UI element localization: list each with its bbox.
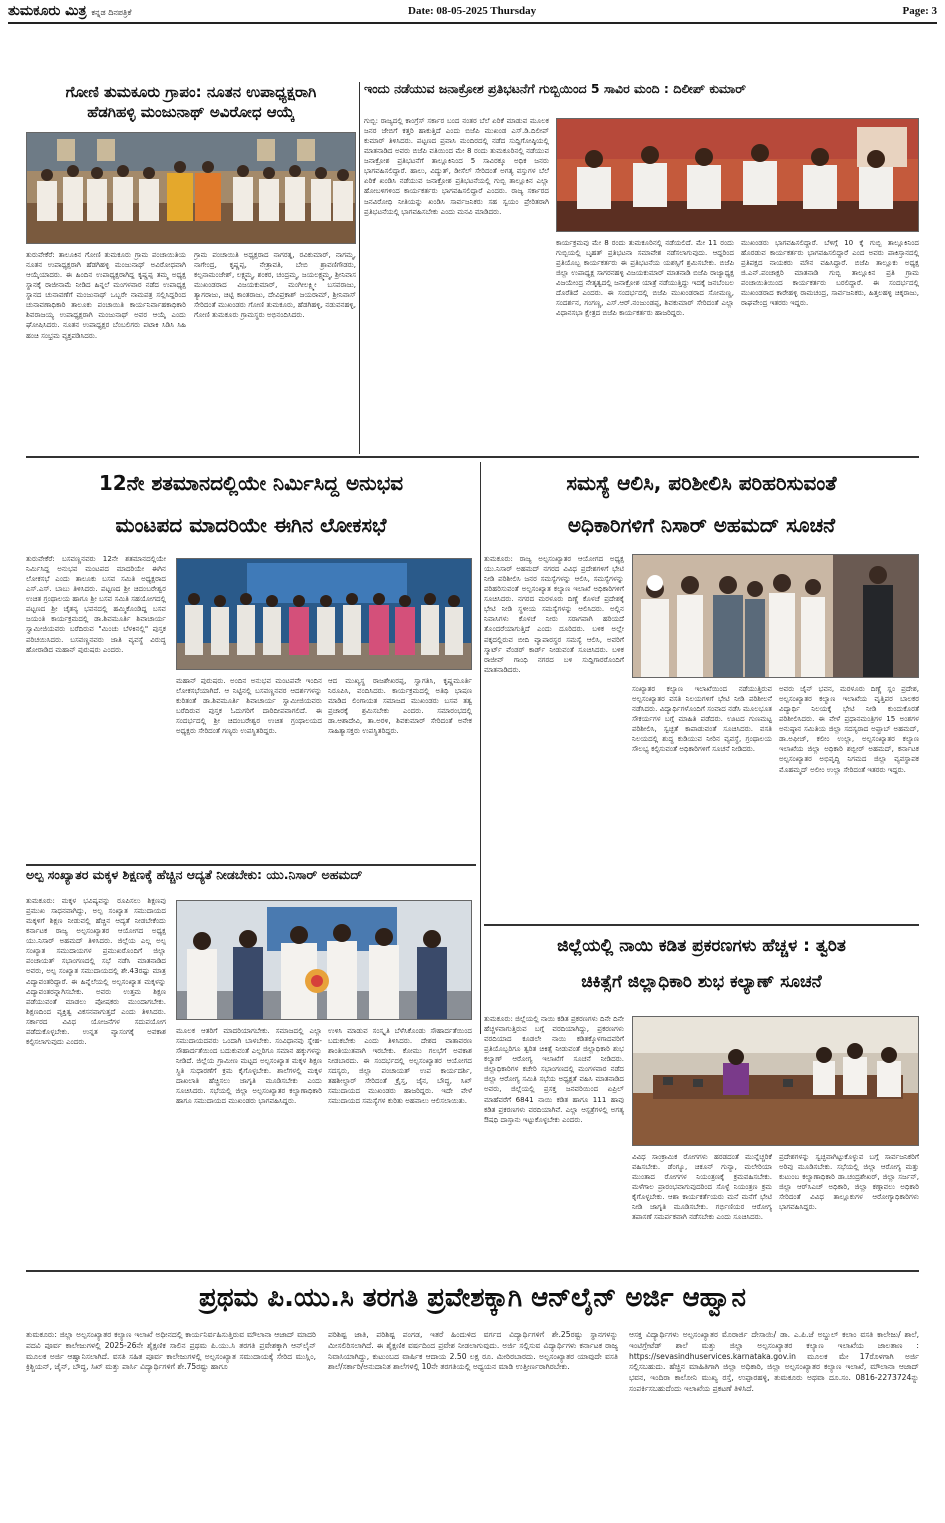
felicitation-photo xyxy=(176,900,472,1020)
article-body-col-1: ತುರುವೇಕೆರೆ: ಬಸವಣ್ಣನವರು 12ನೇ ಶತಮಾನದಲ್ಲಿಯೇ ನಿರ್ಮಿಸಿದ್ದ ಅನುಭವ ಮಂಟಪದ ಮಾದರಿಯೇ ಈಗಿನ ಲೋಕಸಭೆ ಎಂದು ತಾಲೂಕು ಬಸವ ಸಮಿತಿ ಅಧ್ಯಕ್ಷರಾದ ಎಸ್.ಎಸ್. ಬಾಬು ತಿಳಿಸಿದರು. ಪಟ್ಟಣದ ಶ್ರೀ ಚಿದಂಬರೇಶ್ವರ ಉಚಿತ ಗ್ರಂಥಾಲಯ ಹಾಗೂ ಶ್ರೀ ಬಸವ ಸಮಿತಿ ಸಹಯೋಗದಲ್ಲಿ ಪಟ್ಟಣದ ಶ್ರೀ ಚೈತನ್ಯ ಭವನದಲ್ಲಿ ಹಮ್ಮಿಕೊಂಡಿದ್ದ ಬಸವ ಜಯಂತಿ ಕಾರ್ಯಕ್ರಮದಲ್ಲಿ ಡಾ.ಶಿವಮೂರ್ತಿ ಶಿವಾಚಾರ್ಯ ಸ್ವಾಮೀಜಿಯವರು ಬರೆದಿರುವ "ಮಿಂಚು ಬೆಳಕಿನಲ್ಲಿ" ಪುಸ್ತಕ ಪರಿಚಯಿಸಿದರು. ಬಸವಣ್ಣನವರು ಜಾತಿ ವ್ಯವಸ್ಥೆ ವಿರುದ್ಧ ಹೋರಾಡಿದ ಮಹಾನ್ ಪುರುಷರು ಎಂದರು. xyxy=(26,554,166,654)
article-body-col-3: ಆಸಕ್ತ ವಿದ್ಯಾರ್ಥಿಗಳು ಅಲ್ಪಸಂಖ್ಯಾತರ ಮೊರಾರ್ಜಿ ದೇಸಾಯಿ/ ಡಾ. ಎ.ಪಿ.ಜೆ ಅಬ್ದುಲ್ ಕಲಾಂ ವಸತಿ ಕಾಲೇಜು/ ಶಾಲೆ, ಇಂಟಿಗ್ರೇಟೆಡ್ ಶಾಲೆ ಮತ್ತು ಜಿಲ್ಲಾ ಅಲ್ಪಸಂಖ್ಯಾತರ ಕಲ್ಯಾಣ ಇಲಾಖೆಯ ಜಾಲತಾಣ : https://sevasindhuservices.karnataka.gov.in ಮೂಲಕ ಮೇ 17ರೊಳಗಾಗಿ ಅರ್ಜಿ ಸಲ್ಲಿಸಬಹುದು. ಹೆಚ್ಚಿನ ಮಾಹಿತಿಗಾಗಿ ಜಿಲ್ಲಾ ಅಧಿಕಾರಿ, ಜಿಲ್ಲಾ ಅಲ್ಪಸಂಖ್ಯಾತರ ಕಲ್ಯಾಣ ಇಲಾಖೆ, ಮೌಲಾನಾ ಆಜಾದ್ ಭವನ, ಇಂದಿರಾ ಕಾಲೋನಿ ಮುಖ್ಯ ರಸ್ತೆ, ಉಪ್ಪಾರಹಳ್ಳಿ, ತುಮಕೂರು ಅಥವಾ ದೂ.ಸಂ. 0816-2273724ನ್ನು ಸಂಪರ್ಕಿಸಬಹುದೆಂದು ಇಲಾಖೆಯ ಪ್ರಕಟಣೆ ತಿಳಿಸಿದೆ. xyxy=(629,1330,919,1393)
headline-line-2: ಹೆಡಗಿಹಳ್ಳಿ ಮಂಜುನಾಥ್ ಅವಿರೋಧ ಆಯ್ಕೆ xyxy=(87,103,295,121)
issue-date: Date: 08-05-2025 Thursday xyxy=(408,5,537,17)
headline-line-1: 12ನೇ ಶತಮಾನದಲ್ಲಿಯೇ ನಿರ್ಮಿಸಿದ್ದ ಅನುಭವ xyxy=(98,471,404,495)
press-meet-photo xyxy=(556,118,919,232)
article-janakrosha-protest xyxy=(364,82,919,454)
article-body-col-1: ತುರುವೇಕೆರೆ: ತಾಲೂಕಿನ ಗೋಣಿ ತುಮಕೂರು ಗ್ರಾಮ ಪಂಚಾಯಿತಿಯ ನೂತನ ಉಪಾಧ್ಯಕ್ಷರಾಗಿ ಹೆಡಗಿಹಳ್ಳಿ ಮಂಜುನಾಥ್ ಅವಿರೋಧವಾಗಿ ಆಯ್ಕೆಯಾದರು. ಈ ಹಿಂದಿನ ಉಪಾಧ್ಯಕ್ಷರಾಗಿದ್ದ ಕೃಷ್ಣಪ್ಪ ತಮ್ಮ ಅಧ್ಯಕ್ಷ ಸ್ಥಾನಕ್ಕೆ ರಾಜೀನಾಮೆ ನೀಡಿದ ಹಿನ್ನಲೆ ಮಂಗಳವಾರ ನಡೆದ ಉಪಾಧ್ಯಕ್ಷ ಸ್ಥಾನದ ಚುನಾವಣೆಗೆ ಮಂಜುನಾಥ್ ಒಬ್ಬರೇ ನಾಮಪತ್ರ ಸಲ್ಲಿಸಿದ್ದರಿಂದ ಚುನಾವಣಾಧಿಕಾರಿ ತಾಲೂಕು ಪಂಚಾಯಿತಿ ಕಾರ್ಯನಿರ್ವಾಹಕಾಧಿಕಾರಿ ಶಿವರಾಜಯ್ಯ ಉಪಾಧ್ಯಕ್ಷರಾಗಿ ಮಂಜುನಾಥ್ ಅವರ ಆಯ್ಕೆ ಎಂದು ಘೋಷಿಸಿದರು. ನೂತನ ಉಪಾಧ್ಯಕ್ಷರ ಬೆಂಬಲಿಗರು ಪಟಾಕಿ ಸಿಡಿಸಿ ಸಿಹಿ ಹಂಚಿ ಸಂಭ್ರಮ ವ್ಯಕ್ತಪಡಿಸಿದರು. xyxy=(26,250,186,340)
section-divider xyxy=(26,1270,919,1272)
headline-line-2: ಅಧಿಕಾರಿಗಳಿಗೆ ನಿಸಾರ್ ಅಹಮದ್ ಸೂಚನೆ xyxy=(567,513,836,537)
inspection-photo xyxy=(632,554,919,678)
newspaper-brand: ತುಮಕೂರು ಮಿತ್ರ ಕನ್ನಡ ದಿನಪತ್ರಿಕೆ xyxy=(8,3,132,19)
article-nisar-ahmed-instructions xyxy=(484,462,919,922)
headline: ಪ್ರಥಮ ಪಿ.ಯು.ಸಿ ತರಗತಿ ಪ್ರವೇಶಕ್ಕಾಗಿ ಆನ್‌ಲೈನ್ ಅರ್ಜಿ ಆಹ್ವಾನ xyxy=(199,1283,746,1313)
headline-line-1: ಸಮಸ್ಯೆ ಆಲಿಸಿ, ಪರಿಶೀಲಿಸಿ ಪರಿಹರಿಸುವಂತೆ xyxy=(566,471,837,495)
headline xyxy=(484,928,919,1000)
article-anubhava-mantapa xyxy=(26,462,476,862)
article-body-col-2: ಮಹಾನ್ ಪುರುಷರು. ಅಂದಿನ ಅನುಭವ ಮಂಟಪವೇ ಇಂದಿನ ಲೋಕಸಭೆಯಾಗಿದೆ. ಆ ನಿಟ್ಟಿನಲ್ಲಿ ಬಸವಣ್ಣನವರ ಆದರ್ಶಗಳನ್ನು ಕುರಿತಂತೆ ಡಾ.ಶಿವಮೂರ್ತಿ ಶಿವಾಚಾರ್ಯ ಸ್ವಾಮೀಜಿಯವರು ಬರೆದಿರುವ ಪುಸ್ತಕ ಓದುಗರಿಗೆ ದಾರಿದೀಪವಾಗಲಿದೆ. ಈ ಸಂದರ್ಭದಲ್ಲಿ ಶ್ರೀ ಚಿದಂಬರೇಶ್ವರ ಉಚಿತ ಗ್ರಂಥಾಲಯದ ಅಧ್ಯಕ್ಷರು ಸೇರಿದಂತೆ ಗಣ್ಯರು ಉಪಸ್ಥಿತರಿದ್ದರು. xyxy=(176,676,322,736)
article-body-col-1: ತುಮಕೂರು: ಮಕ್ಕಳ ಭವಿಷ್ಯವನ್ನು ರೂಪಿಸಲು ಶಿಕ್ಷಣವು ಪ್ರಮುಖ ಸಾಧನವಾಗಿದ್ದು, ಅಲ್ಪ ಸಂಖ್ಯಾತ ಸಮುದಾಯದ ಮಕ್ಕಳಿಗೆ ಶಿಕ್ಷಣ ನೀಡುವಲ್ಲಿ ಹೆಚ್ಚಿನ ಆದ್ಯತೆ ನೀಡಬೇಕೆಂದು ಕರ್ನಾಟಕ ರಾಜ್ಯ ಅಲ್ಪಸಂಖ್ಯಾತರ ಆಯೋಗದ ಅಧ್ಯಕ್ಷ ಯು.ನಿಸಾರ್ ಅಹಮದ್ ತಿಳಿಸಿದರು. ಜಿಲ್ಲೆಯ ಎಲ್ಲ ಅಲ್ಪ ಸಂಖ್ಯಾತ ಸಮುದಾಯಗಳ ಪ್ರಮುಖರೊಂದಿಗೆ ಜಿಲ್ಲಾ ಪಂಚಾಯತ್ ಸಭಾಂಗಣದಲ್ಲಿ ಸಭೆ ನಡೆಸಿ ಮಾತನಾಡಿದ ಅವರು, ಅಲ್ಪ ಸಂಖ್ಯಾತ ಸಮುದಾಯದಲ್ಲಿ ಶೇ.43ರಷ್ಟು ಮಾತ್ರ ವಿದ್ಯಾವಂತರಿದ್ದಾರೆ. ಈ ಹಿನ್ನೆಲೆಯಲ್ಲಿ ಅಲ್ಪಸಂಖ್ಯಾತ ಮಕ್ಕಳನ್ನು ವಿದ್ಯಾವಂತರನ್ನಾಗಿಸಬೇಕು. ಅವರು ಉತ್ತಮ ಶಿಕ್ಷಣ ಪಡೆಯುವಂತೆ ಮಾಡಲು ಪೋಷಕರು ಮುಂದಾಗಬೇಕು. ಶಿಕ್ಷಣದಿಂದ ವ್ಯಕ್ತಿತ್ವ ವಿಕಸನವಾಗುತ್ತದೆ ಎಂದು ತಿಳಿಸಿದರು. ಸರ್ಕಾರದ ವಿವಿಧ ಯೋಜನೆಗಳ ಸದುಪಯೋಗ ಪಡೆದುಕೊಳ್ಳಬೇಕು. ಉನ್ನತ ವ್ಯಾಸಂಗಕ್ಕೆ ಅವಕಾಶ ಕಲ್ಪಿಸಲಾಗುವುದು ಎಂದರು. xyxy=(26,896,166,1046)
article-body-col-2: ಗ್ರಾಮ ಪಂಚಾಯಿತಿ ಅಧ್ಯಕ್ಷರಾದ ನಾಗರತ್ನ, ರವಿಕುಮಾರ್, ನಾಗಮ್ಮ, ನಾಗೇಂದ್ರ, ಕೃಷ್ಣಪ್ಪ, ನೇತ್ರಾವತಿ, ಬೇಬಿ ಶ್ರಾವಣಿಗೌಡರು, ಕಲ್ಪನಾಮಂಜೇಶ್, ಲಕ್ಷ್ಮಮ್ಮ, ಶಂಕರ, ಚಂದ್ರಮ್ಮ, ಜಯಲಕ್ಷ್ಮಮ್ಮ, ಶ್ರೀನಿವಾಸ ಮುಖಂಡರಾದ ವಿಜಯಕುಮಾರ್, ಮಂಗೀಲಕ್ಷ್ಮೀ ಬಸವರಾಜು, ತ್ಯಾಗರಾಜು, ಚಿಟ್ಟಿ ಕಾಂತರಾಜು, ದೇವಿಪ್ರಕಾಶ್ ಜಯರಾಮ್, ಶ್ರೀನಿವಾಸ್ ಸೇರಿದಂತೆ ಮುಖಂಡರು ಗೋಣಿ ತುಮಕೂರು, ಹೆಡಗಿಹಳ್ಳಿ, ನಡುವನಹಳ್ಳಿ, ಗೋಣಿ ತುಮಕೂರು ಗ್ರಾಮಸ್ಥರು ಅಭಿನಂದಿಸಿದರು. xyxy=(194,250,356,320)
article-body-col-3: ಉಳಿಸಿ ಮಾಡುವ ಸಂಸ್ಕೃತಿ ಬೆಳೆಸಿಕೊಂಡು ಸೌಹಾರ್ದತೆಯಿಂದ ಬದುಕಬೇಕು ಎಂದು ತಿಳಿಸಿದರು. ದೇಶದ ವಾತಾವರಣ ಶಾಂತಿಯುತವಾಗಿ ಇರಬೇಕು. ಕೋಮು ಗಲಭೆಗೆ ಅವಕಾಶ ನೀಡಬಾರದು. ಈ ಸಂದರ್ಭದಲ್ಲಿ ಅಲ್ಪಸಂಖ್ಯಾತರ ಆಯೋಗದ ಸದಸ್ಯರು, ಜಿಲ್ಲಾ ಪಂಚಾಯತ್ ಉಪ ಕಾರ್ಯದರ್ಶಿ, ತಹಶೀಲ್ದಾರ್ ಸೇರಿದಂತೆ ಕ್ರೈಸ್ತ, ಜೈನ, ಬೌದ್ಧ, ಸಿಖ್ ಸಮುದಾಯದ ಮುಖಂಡರು ಹಾಜರಿದ್ದರು. ಇದೇ ವೇಳೆ ಸಮುದಾಯದ ಸಮಸ್ಯೆಗಳ ಕುರಿತು ಅಹವಾಲು ಆಲಿಸಲಾಯಿತು. xyxy=(328,1026,472,1106)
headline xyxy=(26,462,476,546)
section-divider xyxy=(26,864,476,866)
article-body-col-2: ಸಂಖ್ಯಾತರ ಕಲ್ಯಾಣ ಇಲಾಖೆಯಿಂದ ನಡೆಯುತ್ತಿರುವ ಅಲ್ಪಸಂಖ್ಯಾತರ ವಸತಿ ನಿಲಯಗಳಿಗೆ ಭೇಟಿ ನೀಡಿ ಪರಿಶೀಲನೆ ನಡೆಸಿದರು. ವಿದ್ಯಾರ್ಥಿಗಳೊಂದಿಗೆ ಸಂವಾದ ನಡೆಸಿ ಮೂಲಭೂತ ಸೌಕರ್ಯಗಳ ಬಗ್ಗೆ ಮಾಹಿತಿ ಪಡೆದರು. ಊಟದ ಗುಣಮಟ್ಟ ಪರಿಶೀಲಿಸಿ, ಸ್ವಚ್ಛತೆ ಕಾಪಾಡುವಂತೆ ಸೂಚಿಸಿದರು. ವಸತಿ ನಿಲಯದಲ್ಲಿ ಶುದ್ಧ ಕುಡಿಯುವ ನೀರಿನ ವ್ಯವಸ್ಥೆ, ಗ್ರಂಥಾಲಯ ಸೌಲಭ್ಯ ಕಲ್ಪಿಸುವಂತೆ ಅಧಿಕಾರಿಗಳಿಗೆ ಸೂಚನೆ ನೀಡಿದರು. xyxy=(632,684,772,754)
photo-image xyxy=(557,119,919,232)
article-body-col-3: ಆದ ಮುಖ್ಯಸ್ಥ ರಾಜಶೇಖರಪ್ಪ, ಸ್ವಾಗತಿಸಿ, ಕೃಷ್ಣಮೂರ್ತಿ ನಿರೂಪಿಸಿ, ವಂದಿಸಿದರು. ಕಾರ್ಯಕ್ರಮದಲ್ಲಿ ಅತಿಥಿ ಭಾಷಣ ಮಾಡಿದ ಲಿಂಗಾಯತ ಸಮಾಜದ ಮುಖಂಡರು ಬಸವ ತತ್ವ ಪ್ರಚಾರಕ್ಕೆ ಶ್ರಮಿಸಬೇಕು ಎಂದರು. ಸಮಾರಂಭದಲ್ಲಿ ಡಾ.ಆಶಾದೇವಿ, ತಾ.ಅರಳಿ, ಶಿವಕುಮಾರ್ ಸೇರಿದಂತೆ ಅನೇಕ ಸಾಹಿತ್ಯಾಸಕ್ತರು ಉಪಸ್ಥಿತರಿದ್ದರು. xyxy=(328,676,472,736)
article-minority-education xyxy=(26,868,476,1268)
photo-image xyxy=(633,1017,919,1146)
headline-line-1: ಜಿಲ್ಲೆಯಲ್ಲಿ ನಾಯಿ ಕಡಿತ ಪ್ರಕರಣಗಳು ಹೆಚ್ಚಳ : ತ್ವರಿತ xyxy=(557,936,846,956)
column-divider xyxy=(359,82,360,454)
article-dog-bite-cases xyxy=(484,928,919,1268)
photo-image xyxy=(177,559,472,670)
article-body-col-3: ಪ್ರದೇಶಗಳನ್ನು ಸ್ವಚ್ಛವಾಗಿಟ್ಟುಕೊಳ್ಳುವ ಬಗ್ಗೆ ಸಾರ್ವಜನಿಕರಿಗೆ ಅರಿವು ಮೂಡಿಸಬೇಕು. ಸಭೆಯಲ್ಲಿ ಜಿಲ್ಲಾ ಆರೋಗ್ಯ ಮತ್ತು ಕುಟುಂಬ ಕಲ್ಯಾಣಾಧಿಕಾರಿ ಡಾ.ಚಂದ್ರಶೇಖರ್, ಜಿಲ್ಲಾ ಸರ್ಜನ್, ಜಿಲ್ಲಾ ಆರ್‌ಸಿಎಚ್ ಅಧಿಕಾರಿ, ಜಿಲ್ಲಾ ಕಣ್ಗಾವಲು ಅಧಿಕಾರಿ ಸೇರಿದಂತೆ ವಿವಿಧ ತಾಲ್ಲೂಕುಗಳ ಆರೋಗ್ಯಾಧಿಕಾರಿಗಳು ಭಾಗವಹಿಸಿದ್ದರು. xyxy=(779,1152,919,1212)
article-body-col-2: ಮೂಲಕ ಆತರಿಗೆ ಮಾದರಿಯಾಗಬೇಕು. ಸಮಾಜದಲ್ಲಿ ಎಲ್ಲಾ ಸಮುದಾಯದವರು ಒಂದಾಗಿ ಬಾಳಬೇಕು. ಸಂವಿಧಾನವು ಸ್ನೇಹ-ಸೌಹಾರ್ದತೆಯಿಂದ ಬದುಕುವಂತೆ ಎಲ್ಲರಿಗೂ ಸಮಾನ ಹಕ್ಕುಗಳನ್ನು ನೀಡಿದೆ. ಜಿಲ್ಲೆಯ ಗ್ರಾಮೀಣ ಮಟ್ಟದ ಅಲ್ಪಸಂಖ್ಯಾತ ಮಕ್ಕಳ ಶಿಕ್ಷಣ ಸ್ಥಿತಿ ಸುಧಾರಣೆಗೆ ಕ್ರಮ ಕೈಗೊಳ್ಳಬೇಕು. ಶಾಲೆಗಳಲ್ಲಿ ಮಕ್ಕಳ ದಾಖಲಾತಿ ಹೆಚ್ಚಿಸಲು ಜಾಗೃತಿ ಮೂಡಿಸಬೇಕು ಎಂದು ಸೂಚಿಸಿದರು. ಸಭೆಯಲ್ಲಿ ಜಿಲ್ಲಾ ಅಲ್ಪಸಂಖ್ಯಾತರ ಕಲ್ಯಾಣಾಧಿಕಾರಿ ಹಾಗೂ ಸಮುದಾಯದ ಮುಖಂಡರು ಭಾಗವಹಿಸಿದ್ದರು. xyxy=(176,1026,322,1106)
page-number: Page: 3 xyxy=(902,5,937,17)
masthead xyxy=(8,2,937,24)
group-photo xyxy=(26,132,356,244)
photo-image xyxy=(633,555,919,678)
meeting-photo xyxy=(632,1016,919,1146)
article-body-col-3: ಅವರು ಜೈನ್ ಭವನ, ಮರಳೂರು ದಿಣ್ಣೆ ಸ್ಲಂ ಪ್ರದೇಶ, ಅಲ್ಪಸಂಖ್ಯಾತರ ಕಲ್ಯಾಣ ಇಲಾಖೆಯ ವೃತ್ತಿಪರ ಬಾಲಕರ ವಿದ್ಯಾರ್ಥಿ ನಿಲಯಕ್ಕೆ ಭೇಟಿ ನೀಡಿ ಕುಂದುಕೊರತೆ ಪರಿಶೀಲಿಸಿದರು. ಈ ವೇಳೆ ಪ್ರಧಾನಮಂತ್ರಿಗಳ 15 ಅಂಶಗಳ ಅನುಷ್ಠಾನ ಸಮಿತಿಯ ಜಿಲ್ಲಾ ಸದಸ್ಯರಾದ ಅಫ್ತಾಬ್ ಅಹಮದ್, ಡಾ.ಅಫೀಜ್, ಕಲೀಂ ಉಲ್ಲಾ, ಅಲ್ಪಸಂಖ್ಯಾತರ ಕಲ್ಯಾಣ ಇಲಾಖೆಯ ಜಿಲ್ಲಾ ಅಧಿಕಾರಿ ಶಬ್ಬೀರ್ ಅಹಮದ್, ಕರ್ನಾಟಕ ಅಲ್ಪಸಂಖ್ಯಾತರ ಅಭಿವೃದ್ಧಿ ನಿಗಮದ ಜಿಲ್ಲಾ ವ್ಯವಸ್ಥಾಪಕ ಮೊಹಮ್ಮದ್ ಅಲೀಂ ಉಲ್ಲಾ ಸೇರಿದಂತೆ ಇತರರು ಇದ್ದರು. xyxy=(779,684,919,774)
headline: ಇಂದು ನಡೆಯುವ ಜನಾಕ್ರೋಶ ಪ್ರತಿಭಟನೆಗೆ ಗುಬ್ಬಿಯಿಂದ 5 ಸಾವಿರ ಮಂದಿ : ದಿಲೀಪ್ ಕುಮಾರ್ xyxy=(364,82,746,96)
photo-image xyxy=(177,901,472,1020)
section-divider xyxy=(484,924,919,926)
photo-image xyxy=(27,133,356,244)
section-divider xyxy=(26,456,919,458)
article-body-col-1: ತುಮಕೂರು: ಜಿಲ್ಲಾ ಅಲ್ಪಸಂಖ್ಯಾತರ ಕಲ್ಯಾಣ ಇಲಾಖೆ ಅಧೀನದಲ್ಲಿ ಕಾರ್ಯನಿರ್ವಹಿಸುತ್ತಿರುವ ಮೌಲಾನಾ ಆಜಾದ್ ಮಾದರಿ ಪದವಿ ಪೂರ್ವ ಕಾಲೇಜುಗಳಲ್ಲಿ 2025-26ನೇ ಶೈಕ್ಷಣಿಕ ಸಾಲಿನ ಪ್ರಥಮ ಪಿ.ಯು.ಸಿ ತರಗತಿ ಪ್ರವೇಶಕ್ಕಾಗಿ ಆನ್‌ಲೈನ್ ಮೂಲಕ ಅರ್ಜಿ ಆಹ್ವಾನಿಸಲಾಗಿದೆ. ವಸತಿ ಸಹಿತ ಪೂರ್ವ ಕಾಲೇಜುಗಳಲ್ಲಿ ಅಲ್ಪಸಂಖ್ಯಾತ ಸಮುದಾಯಕ್ಕೆ ಸೇರಿದ ಮುಸ್ಲಿಂ, ಕ್ರಿಶ್ಚಿಯನ್, ಜೈನ್, ಬೌದ್ಧ, ಸಿಖ್ ಮತ್ತು ಪಾರ್ಸಿ ವಿದ್ಯಾರ್ಥಿಗಳಿಗೆ ಶೇ.75ರಷ್ಟು ಹಾಗೂ xyxy=(26,1330,316,1372)
article-body-col-1: ತುಮಕೂರು: ಜಿಲ್ಲೆಯಲ್ಲಿ ನಾಯಿ ಕಡಿತ ಪ್ರಕರಣಗಳು ದಿನೇ ದಿನೇ ಹೆಚ್ಚಳವಾಗುತ್ತಿರುವ ಬಗ್ಗೆ ವರದಿಯಾಗಿದ್ದು, ಪ್ರಕರಣಗಳು ವರದಿಯಾದ ಕೂಡಲೇ ನಾಯಿ ಕಡಿತಕ್ಕೊಳಗಾದವರಿಗೆ ಪ್ರತಿಯೊಬ್ಬರಿಗೂ ತ್ವರಿತ ಚಿಕಿತ್ಸೆ ನೀಡುವಂತೆ ಜಿಲ್ಲಾಧಿಕಾರಿ ಶುಭ ಕಲ್ಯಾಣ್ ಆರೋಗ್ಯ ಇಲಾಖೆಗೆ ಸೂಚನೆ ನೀಡಿದರು. ಜಿಲ್ಲಾಧಿಕಾರಿಗಳ ಕಚೇರಿ ಸಭಾಂಗಣದಲ್ಲಿ ಮಂಗಳವಾರ ನಡೆದ ಜಿಲ್ಲಾ ಆರೋಗ್ಯ ಸಮಿತಿ ಸಭೆಯ ಅಧ್ಯಕ್ಷತೆ ವಹಿಸಿ ಮಾತನಾಡಿದ ಅವರು, ಜಿಲ್ಲೆಯಲ್ಲಿ ಪ್ರಸಕ್ತ ಜನವರಿಯಿಂದ ಏಪ್ರಿಲ್ ಮಾಹೆವರೆಗೆ 6841 ನಾಯಿ ಕಡಿತ ಹಾಗೂ 111 ಹಾವು ಕಡಿತ ಪ್ರಕರಣಗಳು ವರದಿಯಾಗಿವೆ. ಎಲ್ಲಾ ಆಸ್ಪತ್ರೆಗಳಲ್ಲಿ ಅಗತ್ಯ ಔಷಧಿ ದಾಸ್ತಾನು ಇಟ್ಟುಕೊಳ್ಳಬೇಕು ಎಂದರು. xyxy=(484,1014,624,1124)
article-body-col-2: ಪರಿಶಿಷ್ಟ ಜಾತಿ, ಪರಿಶಿಷ್ಟ ಪಂಗಡ, ಇತರೆ ಹಿಂದುಳಿದ ವರ್ಗದ ವಿದ್ಯಾರ್ಥಿಗಳಿಗೆ ಶೇ.25ರಷ್ಟು ಸ್ಥಾನಗಳನ್ನು ಮೀಸಲಿರಿಸಲಾಗಿದೆ. ಈ ಶೈಕ್ಷಣಿಕ ವರ್ಷದಿಂದ ಪ್ರವೇಶ ನೀಡಲಾಗುವುದು. ಅರ್ಜಿ ಸಲ್ಲಿಸುವ ವಿದ್ಯಾರ್ಥಿಗಳು ಕರ್ನಾಟಕ ರಾಜ್ಯ ನಿವಾಸಿಯಾಗಿದ್ದು, ಕುಟುಂಬದ ವಾರ್ಷಿಕ ಆದಾಯ 2.50 ಲಕ್ಷ ರೂ. ಮೀರಿರಬಾರದು. ಅಲ್ಪಸಂಖ್ಯಾತರ ಯಾವುದೇ ವಸತಿ ಶಾಲೆ/ಸರ್ಕಾರಿ/ಅನುದಾನಿತ ಶಾಲೆಗಳಲ್ಲಿ 10ನೇ ತರಗತಿಯಲ್ಲಿ ಅಧ್ಯಯನ ಮಾಡಿ ಉತ್ತೀರ್ಣರಾಗಿರಬೇಕು. xyxy=(328,1330,618,1372)
headline: ಅಲ್ಪ ಸಂಖ್ಯಾತರ ಮಕ್ಕಳ ಶಿಕ್ಷಣಕ್ಕೆ ಹೆಚ್ಚಿನ ಆದ್ಯತೆ ನೀಡಬೇಕು: ಯು.ನಿಸಾರ್ ಅಹಮದ್ xyxy=(26,868,363,882)
article-goni-tumakuru xyxy=(26,82,356,452)
article-puc-admission xyxy=(26,1276,919,1516)
article-body-col-2: ಕಾರ್ಯಕ್ರಮವು ಮೇ 8 ರಂದು ತುಮಕೂರಿನಲ್ಲಿ ನಡೆಯಲಿದೆ. ಮೇ 11 ರಂದು ಗುಬ್ಬಿಯಲ್ಲಿ ಬೃಹತ್ ಪ್ರತಿಭಟನಾ ಸಮಾವೇಶ ನಡೆಸಲಾಗುವುದು. ಆದ್ದರಿಂದ ಪ್ರತಿಯೊಬ್ಬ ಕಾರ್ಯಕರ್ತರು ಈ ಪ್ರತಿಭಟನೆಯ ಯಶಸ್ಸಿಗೆ ಶ್ರಮಿಸಬೇಕು. ಬಿಜೆಪಿ ಜಿಲ್ಲಾ ಉಪಾಧ್ಯಕ್ಷ ಸಾಗರನಹಳ್ಳಿ ವಿಜಯಕುಮಾರ್ ಮಾತನಾಡಿ ಬಿಜೆಪಿ ರಾಜ್ಯಾಧ್ಯಕ್ಷ ವಿಜಯೇಂದ್ರ ನೇತೃತ್ವದಲ್ಲಿ ಜನಾಕ್ರೋಶ ಯಾತ್ರೆ ನಡೆಯುತ್ತಿದ್ದು ಇದಕ್ಕೆ ಜನಬೆಂಬಲ ದೊರೆತಿದೆ ಎಂದರು. ಈ ಸಂದರ್ಭದಲ್ಲಿ ಬಿಜೆಪಿ ಮುಖಂಡರಾದ ಸೋಮಣ್ಣ, ಸಂದರ್ಶನ, ಗಂಗಣ್ಣ, ಎಸ್.ಆರ್.ನಂಜುಂಡಪ್ಪ, ಶಿವಕುಮಾರ್ ಸೇರಿದಂತೆ ಎಲ್ಲಾ ವಿಧಾನಸಭಾ ಕ್ಷೇತ್ರದ ಬಿಜೆಪಿ ಕಾರ್ಯಕರ್ತರು ಹಾಜರಿದ್ದರು. xyxy=(556,238,734,318)
article-body-col-2: ವಿವಿಧ ಸಾಂಕ್ರಾಮಿಕ ರೋಗಗಳು ಹರಡದಂತೆ ಮುನ್ನೆಚ್ಚರಿಕೆ ವಹಿಸಬೇಕು. ಡೆಂಗ್ಯೂ, ಚಿಕೂನ್ ಗುನ್ಯಾ, ಮಲೇರಿಯಾ ಮುಂತಾದ ರೋಗಗಳ ನಿಯಂತ್ರಣಕ್ಕೆ ಕ್ರಮವಹಿಸಬೇಕು. ಮಳೆಗಾಲ ಪ್ರಾರಂಭವಾಗುವುದರಿಂದ ಸೊಳ್ಳೆ ನಿಯಂತ್ರಣ ಕ್ರಮ ಕೈಗೊಳ್ಳಬೇಕು. ಆಶಾ ಕಾರ್ಯಕರ್ತೆಯರು ಮನೆ ಮನೆಗೆ ಭೇಟಿ ನೀಡಿ ಜಾಗೃತಿ ಮೂಡಿಸಬೇಕು. ಗರ್ಭಿಣಿಯರ ಆರೋಗ್ಯ ತಪಾಸಣೆ ಸಮರ್ಪಕವಾಗಿ ನಡೆಸಬೇಕು ಎಂದು ಸೂಚಿಸಿದರು. xyxy=(632,1152,772,1222)
book-release-photo xyxy=(176,558,472,670)
headline xyxy=(26,82,356,122)
headline-line-2: ಮಂಟಪದ ಮಾದರಿಯೇ ಈಗಿನ ಲೋಕಸಭೆ xyxy=(115,513,387,537)
headline xyxy=(484,462,919,546)
column-divider xyxy=(480,462,481,1034)
headline-line-1: ಗೋಣಿ ತುಮಕೂರು ಗ್ರಾಪಂ: ನೂತನ ಉಪಾಧ್ಯಕ್ಷರಾಗಿ xyxy=(65,83,317,101)
article-body-col-1: ತುಮಕೂರು: ರಾಜ್ಯ ಅಲ್ಪಸಂಖ್ಯಾತರ ಆಯೋಗದ ಅಧ್ಯಕ್ಷ ಯು.ನಿಸಾರ್ ಅಹಮದ್ ನಗರದ ವಿವಿಧ ಪ್ರದೇಶಗಳಿಗೆ ಭೇಟಿ ನೀಡಿ ಪರಿಶೀಲಿಸಿ ಜನರ ಸಮಸ್ಯೆಗಳನ್ನು ಆಲಿಸಿ, ಸಮಸ್ಯೆಗಳನ್ನು ಪರಿಹರಿಸುವಂತೆ ಅಲ್ಪಸಂಖ್ಯಾತ ಕಲ್ಯಾಣ ಇಲಾಖೆ ಅಧಿಕಾರಿಗಳಿಗೆ ಸೂಚಿಸಿದರು. ನಗರದ ಮರಳೂರು ದಿಣ್ಣೆ ಕೊಳಚೆ ಪ್ರದೇಶಕ್ಕೆ ಭೇಟಿ ನೀಡಿ ಸ್ಥಳೀಯ ಸಮಸ್ಯೆಗಳನ್ನು ಆಲಿಸಿದರು. ಅಲ್ಲಿನ ನಿವಾಸಿಗಳು ಕೊಳಚೆ ನೀರು ಸರಾಗವಾಗಿ ಹರಿಯದೆ ತೊಂದರೆಯಾಗುತ್ತಿದೆ ಎಂದು ದೂರಿದರು. ಬಳಿಕ ಅಲ್ಲೇ ಪಕ್ಕದಲ್ಲಿರುವ ಬೀದಿ ವ್ಯಾಪಾರಸ್ಥರ ಸಮಸ್ಯೆ ಆಲಿಸಿ, ಅವರಿಗೆ ಸ್ಮಾರ್ಟ್ ವೆಂಡರ್ ಕಾರ್ಡ್ ನೀಡುವಂತೆ ಸೂಚಿಸಿದರು. ಬಳಿಕ ರಾಜೀವ್ ಗಾಂಧಿ ನಗರದ ಬಳಿ ಸುದ್ದಿಗಾರರೊಂದಿಗೆ ಮಾತನಾಡಿದರು. xyxy=(484,554,624,674)
newspaper-tagline: ಕನ್ನಡ ದಿನಪತ್ರಿಕೆ xyxy=(91,8,132,17)
article-body-col-3: ಮುಖಂಡರು ಭಾಗವಹಿಸಲಿದ್ದಾರೆ. ಬೆಳಿಗ್ಗೆ 10 ಕ್ಕೆ ಗುಬ್ಬಿ ತಾಲ್ಲೂಕಿನಿಂದ ಹೊರಡುವ ಕಾರ್ಯಕರ್ತರು ಭಾಗವಹಿಸಲಿದ್ದಾರೆ ಎಂದ ಅವರು ಪಾಕಿಸ್ತಾನದಲ್ಲಿ ಪ್ರತಿಪಕ್ಷದ ನಾಯಕರು ಮೌನ ವಹಿಸಿದ್ದಾರೆ. ಬಿಜೆಪಿ ತಾಲ್ಲೂಕು ಅಧ್ಯಕ್ಷ ಜಿ.ಎನ್.ಪಂಚಾಕ್ಷರಿ ಮಾತನಾಡಿ ಗುಬ್ಬಿ ತಾಲ್ಲೂಕಿನ ಪ್ರತಿ ಗ್ರಾಮ ಪಂಚಾಯಿತಿಯಿಂದ ಕಾರ್ಯಕರ್ತರು ಬರಲಿದ್ದಾರೆ. ಈ ಸಂದರ್ಭದಲ್ಲಿ ಮುಖಂಡರಾದ ಕಾರೇಹಳ್ಳಿ ರಾಮಚಂದ್ರ, ಸಾರ್ವಜನಿಕರು, ಹಿತ್ತಲಹಳ್ಳಿ ಚಿಕ್ಕರಾಜು, ರಾಘವೇಂದ್ರ ಇತರರು ಇದ್ದರು. xyxy=(741,238,919,308)
article-body-col-1: ಗುಬ್ಬಿ: ರಾಜ್ಯದಲ್ಲಿ ಕಾಂಗ್ರೆಸ್ ಸರ್ಕಾರ ಬಂದ ನಂತರ ಬೆಲೆ ಏರಿಕೆ ಮಾಡುವ ಮೂಲಕ ಜನರ ಜೇಬಿಗೆ ಕತ್ತರಿ ಹಾಕುತ್ತಿದೆ ಎಂದು ಬಿಜೆಪಿ ಮುಖಂಡ ಎಸ್.ಡಿ.ದಿಲೀಪ್ ಕುಮಾರ್ ತಿಳಿಸಿದರು. ಪಟ್ಟಣದ ಪ್ರವಾಸಿ ಮಂದಿರದಲ್ಲಿ ನಡೆದ ಸುದ್ದಿಗೋಷ್ಠಿಯಲ್ಲಿ ಮಾತನಾಡಿದ ಅವರು ಬಿಜೆಪಿ ವತಿಯಿಂದ ಮೇ 8 ರಂದು ತುಮಕೂರಿನಲ್ಲಿ ನಡೆಯುವ ಜನಾಕ್ರೋಶ ಪ್ರತಿಭಟನೆಗೆ ತಾಲ್ಲೂಕಿನಿಂದ 5 ಸಾವಿರಕ್ಕೂ ಅಧಿಕ ಜನರು ಭಾಗವಹಿಸಲಿದ್ದಾರೆ. ಹಾಲು, ವಿದ್ಯುತ್, ಡೀಸೆಲ್ ಸೇರಿದಂತೆ ಅಗತ್ಯ ವಸ್ತುಗಳ ಬೆಲೆ ಏರಿಕೆ ಖಂಡಿಸಿ ನಡೆಯುವ ಜನಾಕ್ರೋಶ ಪ್ರತಿಭಟನೆಯಲ್ಲಿ ಗುಬ್ಬಿ ತಾಲ್ಲೂಕಿನ ಎಲ್ಲಾ ಹೋಬಳಿಗಳಿಂದ ಕಾರ್ಯಕರ್ತರು ಭಾಗವಹಿಸಲಿದ್ದಾರೆ ಎಂದರು. ರಾಜ್ಯ ಸರ್ಕಾರದ ಜನವಿರೋಧಿ ನೀತಿಯನ್ನು ಖಂಡಿಸಿ ಸಾರ್ವಜನಿಕರು ಸಹ ಸ್ವಯಂ ಪ್ರೇರಿತರಾಗಿ ಪ್ರತಿಭಟನೆಯಲ್ಲಿ ಭಾಗವಹಿಸಬೇಕು ಎಂದು ಮನವಿ ಮಾಡಿದರು. xyxy=(364,116,549,216)
headline-line-2: ಚಿಕಿತ್ಸೆಗೆ ಜಿಲ್ಲಾಧಿಕಾರಿ ಶುಭ ಕಲ್ಯಾಣ್ ಸೂಚನೆ xyxy=(581,972,822,992)
